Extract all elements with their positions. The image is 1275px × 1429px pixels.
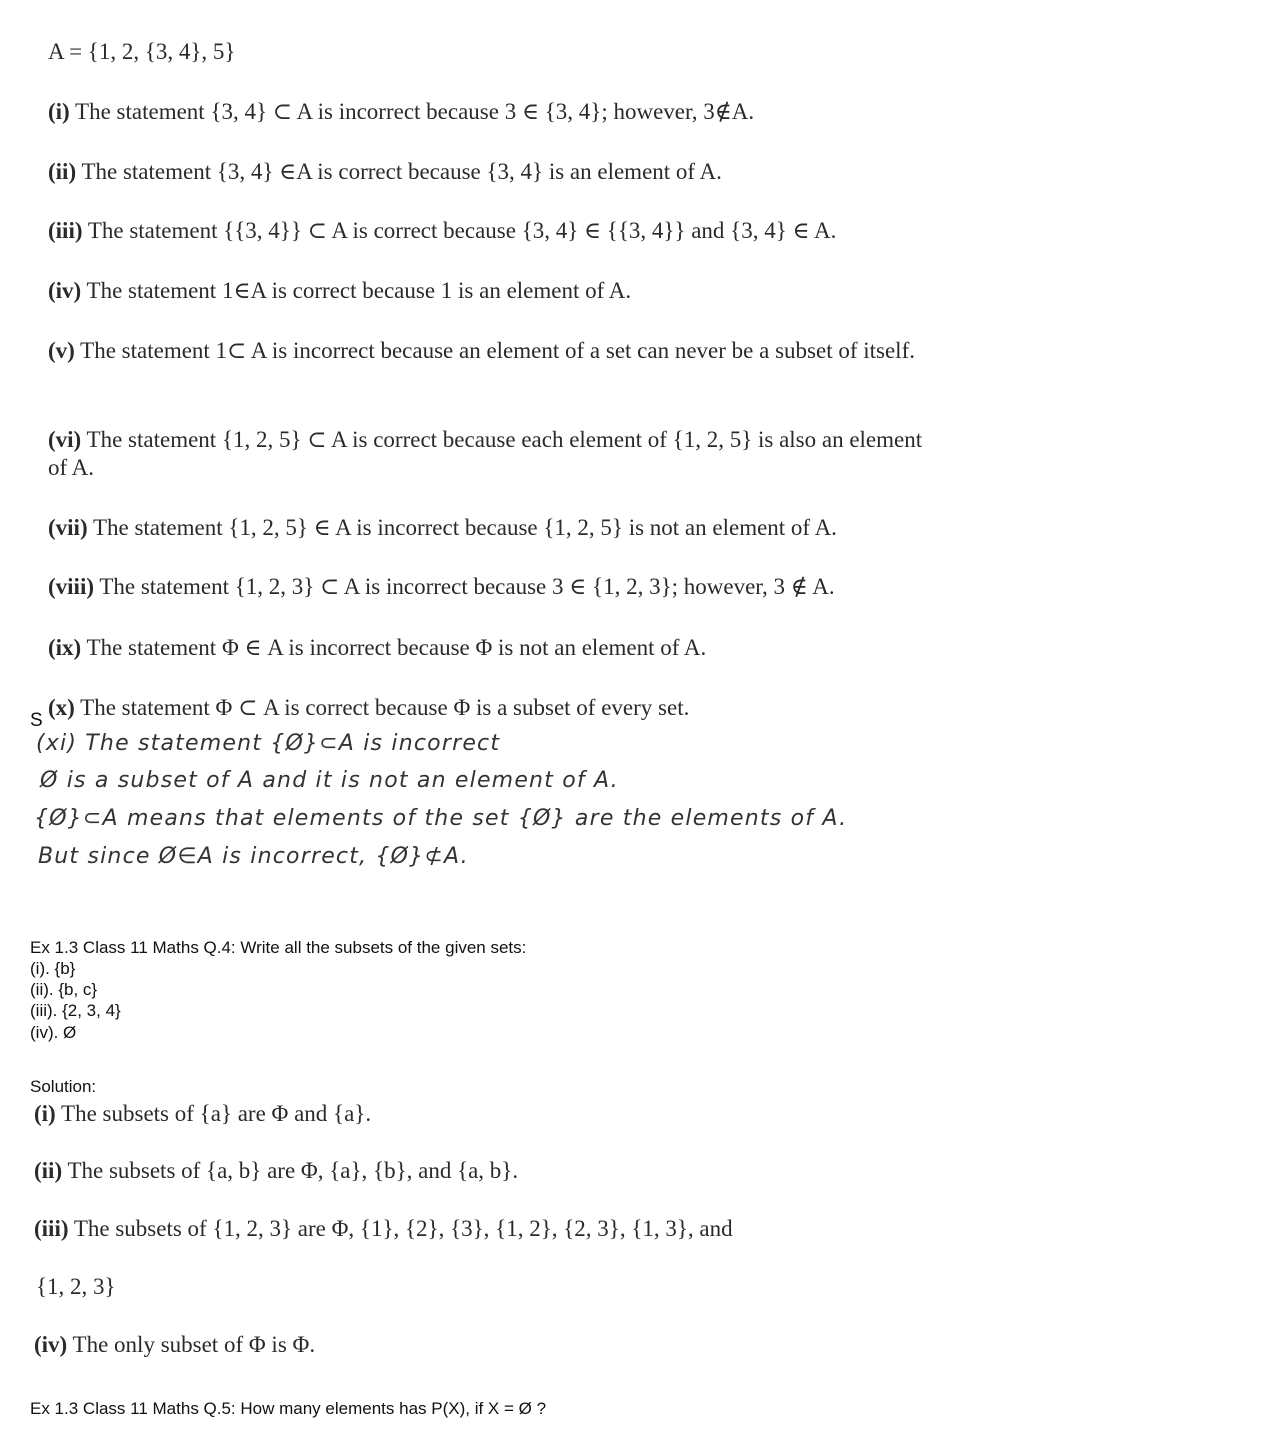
item-number: (i) [34,1101,56,1126]
answer-i [34,1100,371,1128]
statement-ix [48,634,706,662]
item-number: (vii) [48,515,88,540]
set-definition: A = {1, 2, {3, 4}, 5} [48,39,236,64]
item-text: The statement Φ ∈ A is incorrect because Φ is not an element of A. [81,635,707,660]
answer-iv [34,1331,315,1359]
q5-question: Ex 1.3 Class 11 Maths Q.5: How many elements has P(X), if X = Ø ? [30,1399,547,1418]
statement-x [48,694,689,722]
solution-label: Solution: [30,1077,97,1096]
item-text: The subsets of {a} are Φ and {a}. [55,1101,372,1126]
item-number: (ix) [48,635,82,660]
item-number: (i) [48,99,70,124]
statement-i [48,98,754,126]
answer-ii [34,1157,518,1185]
item-number: (ii) [48,159,77,184]
item-text: The statement Φ ⊂ A is correct because Φ is a subset of every set. [74,695,690,720]
statement-viii [48,573,835,601]
xi-line-4: But since Ø∈A is incorrect, {Ø}⊄A. [38,844,469,869]
item-text: The statement 1∈A is correct because 1 is an element of A. [81,278,632,303]
item-text: The statement {3, 4} ⊂ A is incorrect because 3 ∈ {3, 4}; however, 3∉A. [69,99,755,124]
item-text: The only subset of Φ is Φ. [67,1332,316,1357]
stray-letter: S [30,710,43,731]
q4-question: Ex 1.3 Class 11 Maths Q.4: Write all the subsets of the given sets: [30,938,527,957]
item-number: (vi) [48,427,82,452]
statement-v [48,337,948,365]
xi-line-3: {Ø}⊂A means that elements of the set {Ø} are the elements of A. [34,806,848,831]
item-text: The statement {1, 2, 3} ⊂ A is incorrect because 3 ∈ {1, 2, 3}; however, 3 ∉ A. [94,574,835,599]
xi-line-2: Ø is a subset of A and it is not an element of A. [40,768,619,793]
item-number: (ii) [34,1158,63,1183]
item-number: (iv) [48,278,82,303]
q4-part-i: (i). {b} [30,959,76,978]
item-text: The statement {1, 2, 5} ∈ A is incorrect because {1, 2, 5} is not an element of A. [87,515,837,540]
xi-line-1: (xi) The statement {Ø}⊂A is incorrect [36,731,501,756]
answer-iii-cont [36,1273,116,1301]
statement-iii [48,217,836,245]
answer-iii [34,1215,733,1243]
item-text: The statement 1⊂ A is incorrect because an element of a set can never be a subset of itself. [74,338,915,363]
statement-vii [48,514,837,542]
statement-iv [48,277,631,305]
item-text: The statement {{3, 4}} ⊂ A is correct because {3, 4} ∈ {{3, 4}} and {3, 4} ∈ A. [82,218,837,243]
item-number: (v) [48,338,75,363]
q4-part-ii: (ii). {b, c} [30,980,98,999]
item-number: (iii) [48,218,83,243]
statement-ii [48,158,722,186]
q4-part-iv: (iv). Ø [30,1023,77,1042]
item-text: The subsets of {1, 2, 3} are Φ, {1}, {2}, {3}, {1, 2}, {2, 3}, {1, 3}, and [68,1216,733,1241]
item-number: (x) [48,695,75,720]
statement-vi [48,426,928,482]
q4-part-iii: (iii). {2, 3, 4} [30,1001,121,1020]
item-text: {1, 2, 3} [36,1274,116,1299]
item-number: (iv) [34,1332,68,1357]
item-number: (viii) [48,574,94,599]
item-text: The statement {3, 4} ∈A is correct because {3, 4} is an element of A. [76,159,722,184]
item-text: The subsets of {a, b} are Φ, {a}, {b}, and {a, b}. [62,1158,519,1183]
item-text: The statement {1, 2, 5} ⊂ A is correct because each element of {1, 2, 5} is also an element of A. [48,427,923,480]
item-number: (iii) [34,1216,69,1241]
